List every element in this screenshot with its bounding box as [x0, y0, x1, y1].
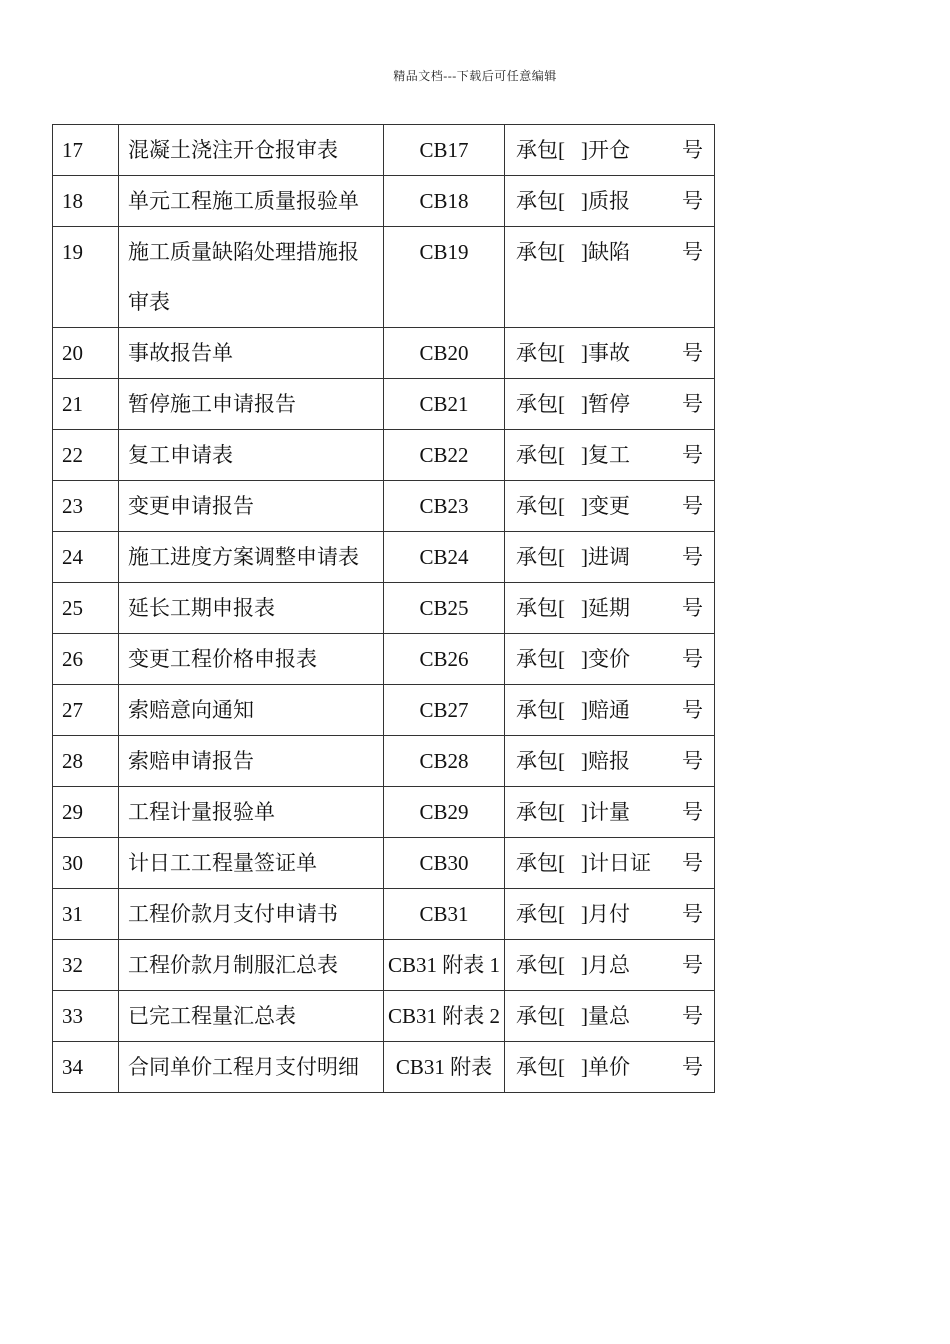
form-code: CB29 [384, 787, 505, 838]
form-number-format [505, 736, 715, 787]
form-name: 混凝土浇注开仓报审表 [119, 125, 384, 176]
form-name: 单元工程施工质量报验单 [119, 176, 384, 227]
number-suffix: 号 [682, 698, 703, 722]
form-code: CB22 [384, 430, 505, 481]
table-row [53, 328, 715, 379]
number-format-left [516, 889, 630, 939]
number-label: ]月总 [581, 953, 630, 977]
number-prefix: 承包[ [516, 341, 565, 365]
row-number: 33 [53, 991, 119, 1042]
number-label: ]变价 [581, 647, 630, 671]
form-number-format [505, 838, 715, 889]
number-format-left [516, 379, 630, 429]
form-name: 索赔申请报告 [119, 736, 384, 787]
number-suffix: 号 [682, 341, 703, 365]
row-number: 27 [53, 685, 119, 736]
form-code: CB24 [384, 532, 505, 583]
form-name: 事故报告单 [119, 328, 384, 379]
row-number: 24 [53, 532, 119, 583]
table-row [53, 532, 715, 583]
number-format-left [516, 125, 630, 175]
row-number: 28 [53, 736, 119, 787]
row-number: 26 [53, 634, 119, 685]
forms-table [52, 124, 715, 1093]
number-format-wrap [516, 227, 703, 277]
number-suffix: 号 [682, 749, 703, 773]
number-format-left [516, 430, 630, 480]
number-label: ]计量 [581, 800, 630, 824]
number-prefix: 承包[ [516, 240, 565, 264]
number-prefix: 承包[ [516, 596, 565, 620]
row-number: 32 [53, 940, 119, 991]
number-format-left [516, 940, 630, 990]
number-format-wrap [516, 176, 703, 226]
form-code: CB30 [384, 838, 505, 889]
number-format-wrap [516, 532, 703, 582]
number-prefix: 承包[ [516, 698, 565, 722]
number-format-left [516, 532, 630, 582]
number-format-wrap [516, 838, 703, 888]
number-label: ]赔报 [581, 749, 630, 773]
form-name: 延长工期申报表 [119, 583, 384, 634]
number-suffix: 号 [682, 443, 703, 467]
number-suffix: 号 [682, 392, 703, 416]
number-suffix: 号 [682, 902, 703, 926]
number-format-left [516, 481, 630, 531]
page-header: 精品文档---下载后可任意编辑 [393, 69, 557, 83]
number-format-wrap [516, 889, 703, 939]
number-prefix: 承包[ [516, 494, 565, 518]
number-label: ]缺陷 [581, 240, 630, 264]
form-number-format [505, 685, 715, 736]
number-label: ]事故 [581, 341, 630, 365]
row-number: 23 [53, 481, 119, 532]
table-row [53, 991, 715, 1042]
form-number-format [505, 532, 715, 583]
table-row [53, 481, 715, 532]
row-number: 31 [53, 889, 119, 940]
number-format-wrap [516, 685, 703, 735]
number-label: ]量总 [581, 1004, 630, 1028]
table-row [53, 379, 715, 430]
number-format-wrap [516, 1042, 703, 1092]
form-name: 复工申请表 [119, 430, 384, 481]
number-format-wrap [516, 430, 703, 480]
number-label: ]质报 [581, 189, 630, 213]
row-number: 25 [53, 583, 119, 634]
form-code: CB21 [384, 379, 505, 430]
number-format-left [516, 227, 630, 277]
form-name: 索赔意向通知 [119, 685, 384, 736]
table-row [53, 1042, 715, 1093]
form-name: 计日工工程量签证单 [119, 838, 384, 889]
form-code: CB25 [384, 583, 505, 634]
number-prefix: 承包[ [516, 851, 565, 875]
table-row [53, 787, 715, 838]
row-number: 21 [53, 379, 119, 430]
table-row [53, 583, 715, 634]
number-prefix: 承包[ [516, 1055, 565, 1079]
form-number-format [505, 227, 715, 328]
form-number-format [505, 176, 715, 227]
table-row [53, 125, 715, 176]
form-code: CB20 [384, 328, 505, 379]
form-number-format [505, 125, 715, 176]
form-code: CB18 [384, 176, 505, 227]
number-format-left [516, 838, 651, 888]
form-name: 施工进度方案调整申请表 [119, 532, 384, 583]
form-name: 工程价款月制服汇总表 [119, 940, 384, 991]
forms-table-body [53, 125, 715, 1093]
number-prefix: 承包[ [516, 443, 565, 467]
number-format-wrap [516, 125, 703, 175]
form-code: CB31 [384, 889, 505, 940]
form-number-format [505, 481, 715, 532]
number-prefix: 承包[ [516, 138, 565, 162]
form-code: CB31 附表 1 [384, 940, 505, 991]
row-number: 20 [53, 328, 119, 379]
number-label: ]开仓 [581, 138, 630, 162]
number-prefix: 承包[ [516, 189, 565, 213]
number-prefix: 承包[ [516, 902, 565, 926]
number-prefix: 承包[ [516, 800, 565, 824]
form-number-format [505, 1042, 715, 1093]
table-row [53, 227, 715, 328]
number-label: ]月付 [581, 902, 630, 926]
number-format-left [516, 176, 630, 226]
table-row [53, 685, 715, 736]
form-number-format [505, 583, 715, 634]
number-suffix: 号 [682, 647, 703, 671]
number-suffix: 号 [682, 138, 703, 162]
number-prefix: 承包[ [516, 647, 565, 671]
number-suffix: 号 [682, 240, 703, 264]
row-number: 34 [53, 1042, 119, 1093]
table-row [53, 176, 715, 227]
table-row [53, 940, 715, 991]
form-name: 工程计量报验单 [119, 787, 384, 838]
number-label: ]计日证 [581, 851, 651, 875]
form-number-format [505, 430, 715, 481]
number-label: ]赔通 [581, 698, 630, 722]
number-prefix: 承包[ [516, 953, 565, 977]
number-suffix: 号 [682, 494, 703, 518]
form-code: CB17 [384, 125, 505, 176]
number-format-left [516, 685, 630, 735]
number-suffix: 号 [682, 189, 703, 213]
form-code: CB31 附表 [384, 1042, 505, 1093]
number-label: ]进调 [581, 545, 630, 569]
number-format-wrap [516, 736, 703, 786]
row-number: 19 [53, 227, 119, 328]
number-suffix: 号 [682, 851, 703, 875]
number-format-wrap [516, 481, 703, 531]
form-number-format [505, 991, 715, 1042]
number-suffix: 号 [682, 545, 703, 569]
table-row [53, 634, 715, 685]
number-label: ]延期 [581, 596, 630, 620]
form-number-format [505, 328, 715, 379]
number-suffix: 号 [682, 1055, 703, 1079]
number-prefix: 承包[ [516, 392, 565, 416]
form-code: CB31 附表 2 [384, 991, 505, 1042]
form-number-format [505, 787, 715, 838]
form-code: CB28 [384, 736, 505, 787]
form-number-format [505, 634, 715, 685]
number-prefix: 承包[ [516, 545, 565, 569]
number-suffix: 号 [682, 596, 703, 620]
number-format-left [516, 787, 630, 837]
form-name: 施工质量缺陷处理措施报审表 [119, 227, 384, 328]
row-number: 29 [53, 787, 119, 838]
number-prefix: 承包[ [516, 1004, 565, 1028]
table-row [53, 736, 715, 787]
number-format-wrap [516, 328, 703, 378]
number-format-wrap [516, 940, 703, 990]
number-format-left [516, 991, 630, 1041]
row-number: 17 [53, 125, 119, 176]
number-format-wrap [516, 634, 703, 684]
form-number-format [505, 889, 715, 940]
number-label: ]单价 [581, 1055, 630, 1079]
table-row [53, 889, 715, 940]
form-code: CB27 [384, 685, 505, 736]
number-format-wrap [516, 787, 703, 837]
form-number-format [505, 379, 715, 430]
row-number: 18 [53, 176, 119, 227]
number-suffix: 号 [682, 953, 703, 977]
number-label: ]变更 [581, 494, 630, 518]
form-name: 暂停施工申请报告 [119, 379, 384, 430]
form-code: CB19 [384, 227, 505, 328]
number-format-wrap [516, 379, 703, 429]
form-name: 工程价款月支付申请书 [119, 889, 384, 940]
number-suffix: 号 [682, 1004, 703, 1028]
number-format-left [516, 328, 630, 378]
form-code: CB23 [384, 481, 505, 532]
number-prefix: 承包[ [516, 749, 565, 773]
form-name: 变更申请报告 [119, 481, 384, 532]
number-format-left [516, 736, 630, 786]
number-format-wrap [516, 991, 703, 1041]
table-row [53, 430, 715, 481]
number-format-wrap [516, 583, 703, 633]
form-name: 已完工程量汇总表 [119, 991, 384, 1042]
row-number: 30 [53, 838, 119, 889]
form-code: CB26 [384, 634, 505, 685]
number-label: ]复工 [581, 443, 630, 467]
number-label: ]暂停 [581, 392, 630, 416]
form-name: 合同单价工程月支付明细 [119, 1042, 384, 1093]
table-row [53, 838, 715, 889]
form-name: 变更工程价格申报表 [119, 634, 384, 685]
number-format-left [516, 1042, 630, 1092]
form-number-format [505, 940, 715, 991]
number-suffix: 号 [682, 800, 703, 824]
row-number: 22 [53, 430, 119, 481]
number-format-left [516, 583, 630, 633]
number-format-left [516, 634, 630, 684]
